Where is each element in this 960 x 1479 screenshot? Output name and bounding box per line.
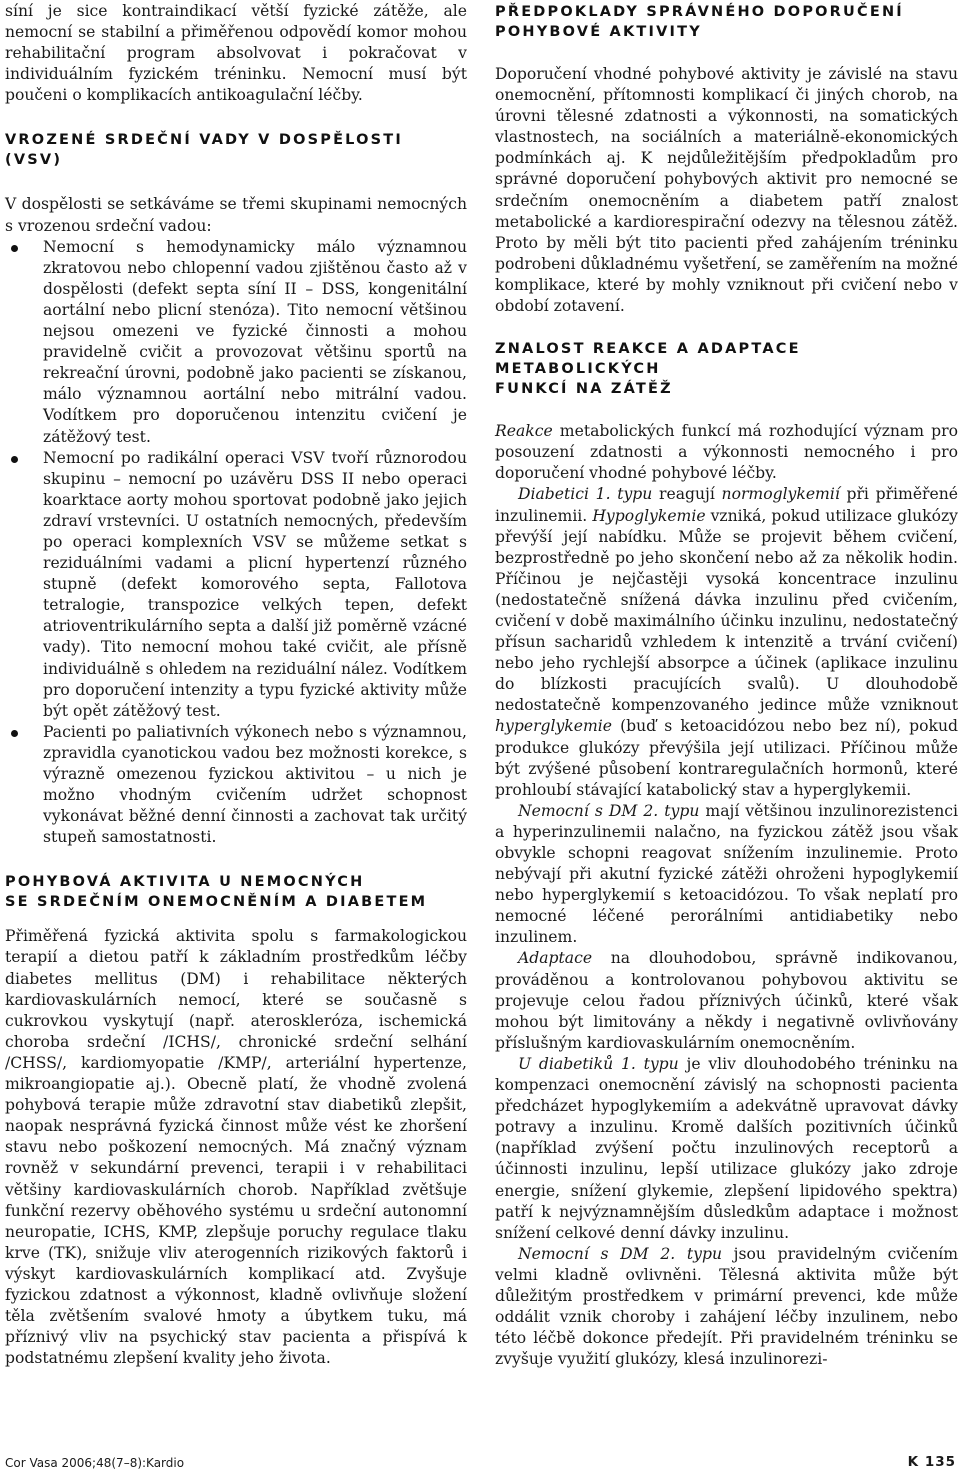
diabetics-type1-adaptation-paragraph: U diabetiků 1. typu je vliv dlouhodobého tréninku na kompenzaci onemocnění závislý na schopnosti pacienta předcházet hypoglykemiím a adekvátně upravovat dávky potravy a inzulinu. Kromě dalších pozitivních účinků (například zvýšení počtu inzulinových receptorů a účinnosti inzulinu, lepší utilizace glukózy jako zdroje energie, snížení glykemie, zlepšení lipidového spektra) patří k nejvýznamnějším důsledkům adaptace i možnost snížení celkové denní dávky inzulinu. xyxy=(495,1054,959,1242)
section-heading-metabolic: ZNALOST REAKCE A ADAPTACE METABOLICKÝCH FUNKCÍ NA ZÁTĚŽ xyxy=(495,341,801,398)
journal-citation: Cor Vasa 2006;48(7–8):Kardio xyxy=(5,1456,185,1470)
dm2-adaptation-paragraph: Nemocní s DM 2. typu jsou pravidelným cvičením velmi kladně ovlivněni. Tělesná aktivita může být důležitým prostředkem v primární prevenci, kde může oddálit vznik choroby i zahájení léčby inzulinem, nebo této léčbě dokonce předejít. Při pravidelném tréninku se zvyšuje využití glukózy, klesá inzulinorezi- xyxy=(495,1244,958,1369)
prerequisites-paragraph: Doporučení vhodné pohybové aktivity je závislé na stavu onemocnění, přítomnosti komplikací či jiných chorob, na úrovni tělesné zdatnosti a výkonnosti, na somatických vlastnostech, na sociálních a materiálně-ekonomických podmínkách aj. K nejdůležitějším předpokladům pro správné doporučení pohybových aktivit pro nemocné se srdečním onemocněním a diabetem patří znalost metabolické a kardiorespirační odezvy na tělesnou zátěž. Proto by měli být tito pacienti před zahájením tréninku podrobeni důkladnému vyšetření, se zaměřením na možné komplikace, které by mohly vzniknout při cvičení nebo v období zotavení. xyxy=(495,65,958,316)
intro-paragraph: síní je sice kontraindikací větší fyzické zátěže, ale nemocní se stabilní a přiměřenou odpovědí komor mohou rehabilitační program absolvovat i pokračovat v individuálním fyzickém tréninku. Nemocní musí být poučeni o komplikacích antikoagulační léčby. xyxy=(5,2,467,105)
left-column xyxy=(5,0,467,1369)
list-item: Pacienti po paliativních výkonech nebo s významnou, zpravidla cyanotickou vadou bez možnosti korekce, s výrazně omezenou fyzickou aktivitou – u nich je možno vhodným cvičením udržet schopnost vykonávat běžné denní činnosti a zachovat tak určitý stupeň samostatnosti. xyxy=(5,722,467,849)
reaction-paragraph: Reakce metabolických funkcí má rozhodující význam pro posouzení zdatnosti a výkonnosti nemocného i pro doporučení vhodné pohybové léčby. xyxy=(495,422,958,483)
page-number: K 135 xyxy=(907,1454,956,1470)
bullet-icon xyxy=(11,456,18,463)
section-heading-prerequisites: PŘEDPOKLADY SPRÁVNÉHO DOPORUČENÍ POHYBOVÉ AKTIVITY xyxy=(495,4,904,40)
dm2-reaction-paragraph: Nemocní s DM 2. typu mají většinou inzulinorezistenci a hyperinzulinemii nalačno, na fyzickou zátěž jsou však obvykle schopni reagovat snížením inzulinemie. Proto nebývají při akutní fyzické zátěži ohroženi hypoglykemií nebo hyperglykemií s ketoacidózou. To však neplatí pro nemocné léčené perorálními antidiabetiky nebo inzulinem. xyxy=(495,801,958,947)
vsv-intro-paragraph: V dospělosti se setkáváme se třemi skupinami nemocných s vrozenou srdeční vadou: xyxy=(5,195,467,235)
section-heading-vsv: VROZENÉ SRDEČNÍ VADY V DOSPĚLOSTI (VSV) xyxy=(5,132,403,169)
right-column xyxy=(495,0,958,1370)
adaptation-paragraph: Adaptace na dlouhodobou, správně indikovanou, prováděnou a kontrolovanou pohybovou aktivitu se projevuje celou řadou příznivých účinků, které však mohou být limitovány a někdy i negativně ovlivňovány příslušným kardiovaskulárním onemocněním. xyxy=(495,949,958,1052)
diabetics-type1-paragraph: Diabetici 1. typu reagují normoglykemií při přiměřené inzulinemii. Hypoglykemie vzniká, pokud utilizace glukózy převýší její nabídku. Může se projevit během cvičení, bezprostředně po jeho skončení nebo až za několik hodin. Příčinou je nejčastěji vysoká koncentrace inzulinu (nedostatečně snížená dávka inzulinu před cvičením, cvičení v době maximálního účinku inzulinu, nedostatečný přísun sacharidů vzhledem k intenzitě a trvání cvičení) nebo jeho rychlejší absorpce a účinek (aplikace inzulinu do blízkosti pracujících svalů). U dlouhodobě nedostatečně kompenzovaného jedince může vzniknout hyperglykemie (buď s ketoacidózou nebo bez ní), pokud produkce glukózy převýšila její utilizaci. Příčinou může být zvýšené působení kontraregulačních hormonů, které prohloubí stávající katabolický stav a hyperglykemii. xyxy=(495,485,958,799)
list-item: Nemocní po radikální operaci VSV tvoří různorodou skupinu – nemocní po uzávěru DSS II nebo operaci koarktace aorty mohou sportovat podobně jako jejich zdraví vrstevníci. U ostatních nemocných, především po operaci komplexních VSV se můžeme setkat s reziduálními vadami a plicní hypertenzí různého stupně (defekt komorového septa, Fallotova tetralogie, transpozice velkých tepen, defekt atrioventrikulárního septa a další již poměrně vzácné vady). Tito nemocní mohou také cvičit, ale přísně individuálně s ohledem na reziduální nález. Vodítkem pro doporučení intenzity a typu fyzické aktivity může být opět zátěžový test. xyxy=(5,448,467,722)
page-footer xyxy=(5,1453,956,1473)
patient-groups-list xyxy=(5,237,467,849)
bullet-icon xyxy=(11,245,18,252)
section-heading-activity: POHYBOVÁ AKTIVITA U NEMOCNÝCH SE SRDEČNÍM ONEMOCNĚNÍM A DIABETEM xyxy=(5,874,428,911)
bullet-icon xyxy=(11,730,18,737)
activity-paragraph: Přiměřená fyzická aktivita spolu s farmakologickou terapií a dietou patří k základním prostředkům léčby diabetes mellitus (DM) i rehabilitace některých kardiovaskulárních nemocí, které se současně s cukrovkou vyskytují (např. ateroskleróza, ischemická choroba srdeční /ICHS/, chronické srdeční selhání /CHSS/, kardiomyopatie /KMP/, arteriální hypertenze, mikroangiopatie aj.). Obecně platí, že vhodně zvolená pohybová terapie může zdravotní stav diabetiků zlepšit, naopak nesprávná fyzická činnost může vést ke zhoršení stavu nebo poškození nemocných. Má značný význam rovněž v sekundární prevenci, terapii i v rehabilitaci většiny kardiovaskulárních chorob. Například zvětšuje funkční rezervy oběhového systému u srdeční autonomní neuropatie, ICHS, KMP, zlepšuje poruchy regulace tlaku krve (TK), snižuje vliv aterogenních rizikových faktorů i výskyt kardiovaskulárních komplikací atd. Zvyšuje fyzickou zdatnost a výkonnost, kladně ovlivňuje složení těla zvětšením svalové hmoty a úbytkem tuku, má příznivý vliv na psychický stav pacienta a přispívá k podstatnému zlepšení kvality jeho života. xyxy=(5,927,467,1368)
list-item: Nemocní s hemodynamicky málo významnou zkratovou nebo chlopenní vadou zjištěnou často až v dospělosti (defekt septa síní II – DSS, kongenitální aortální nebo plicní stenóza). Tito nemocní většinou nejsou omezeni ve fyzické činnosti a mohou pravidelně cvičit a provozovat většinu sportů na rekreační úrovni, podobně jako pacienti se získanou, málo významnou aortální nebo mitrální vadou. Vodítkem pro doporučenou intenzitu cvičení je zátěžový test. xyxy=(5,237,467,448)
